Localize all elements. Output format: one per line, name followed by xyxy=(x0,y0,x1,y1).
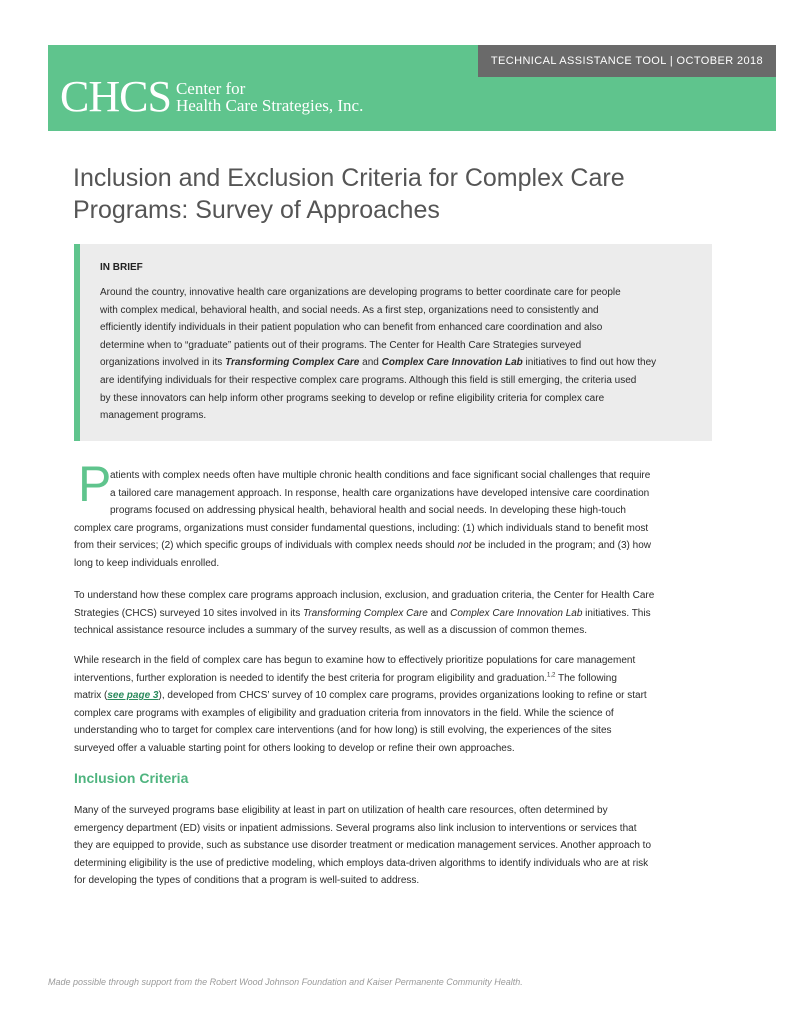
paragraph-line: for developing the types of conditions that a program is well-suited to address. xyxy=(74,875,420,886)
page-title xyxy=(73,162,713,226)
brief-line: with complex medical, behavioral health, and social needs. As a first step, organizations need to consistently and xyxy=(100,304,599,316)
text-run: interventions, further exploration is needed to identify the best criteria for program eligibility and graduation. xyxy=(74,672,548,684)
page-title-line-1: Inclusion and Exclusion Criteria for Complex Care xyxy=(73,164,625,192)
logo-name-line-2: Health Care Strategies, Inc. xyxy=(175,96,364,115)
paragraph-line xyxy=(74,605,706,623)
in-brief-heading: IN BRIEF xyxy=(100,262,143,273)
research-paragraph xyxy=(74,652,706,757)
text-run: Strategies (CHCS) surveyed 10 sites involved in its xyxy=(74,607,303,619)
paragraph-line: understanding who to target for complex care interventions (and for how long) is still evolving, the experiences of the sites xyxy=(74,725,612,736)
paragraph-line: complex care programs with examples of eligibility and graduation criteria from innovators in the field. While the science of xyxy=(74,707,614,719)
logo-name-line-1: Center for xyxy=(175,79,246,98)
section-heading-inclusion-criteria: Inclusion Criteria xyxy=(74,770,189,786)
paragraph-line xyxy=(74,670,706,688)
logo-mark: CHCS xyxy=(60,72,171,121)
paragraph-line: programs focused on addressing physical health, behavioral health and social needs. In developing these high-touch xyxy=(110,505,626,516)
survey-paragraph xyxy=(74,587,706,640)
brief-text-run: organizations involved in its xyxy=(100,357,226,369)
brief-line: efficiently identify individuals in their patient population who can benefit from enhanced care coordination and also xyxy=(100,322,603,334)
brief-line: are identifying individuals for their respective complex care programs. Although this field is still emerging, the criteria used xyxy=(100,374,637,386)
text-run: matrix ( xyxy=(74,690,108,701)
paragraph-line: atients with complex needs often have multiple chronic health conditions and face significant social challenges that require xyxy=(110,470,651,481)
brief-line: management programs. xyxy=(100,410,207,422)
initiative-name-transforming: Transforming Complex Care xyxy=(225,357,360,369)
paragraph-line: technical assistance resource includes a summary of the survey results, as well as a discussion of common themes. xyxy=(74,625,587,636)
emphasis-not: not xyxy=(457,540,472,551)
paragraph-line: they are equipped to provide, such as substance use disorder treatment or medication management services. Another approach to xyxy=(74,840,652,851)
in-brief-text xyxy=(100,284,698,425)
paragraph-line: a tailored care management approach. In response, health care organizations have developed intensive care coordination xyxy=(110,487,650,499)
logo-organization-name xyxy=(176,80,363,114)
text-run: The following xyxy=(555,672,617,684)
header-banner xyxy=(48,45,776,131)
paragraph-line: To understand how these complex care programs approach inclusion, exclusion, and graduation criteria, the Center for Health Care xyxy=(74,590,655,601)
brief-line: by these innovators can help inform other programs seeking to develop or refine eligibility criteria for complex care xyxy=(100,392,605,404)
brief-text-run: and xyxy=(359,357,382,369)
brief-line: determine when to “graduate” patients out of their programs. The Center for Health Care Strategies surveyed xyxy=(100,339,582,351)
text-run: from their services; (2) which specific groups of individuals with complex needs should xyxy=(74,540,458,551)
paragraph-line: complex care programs, organizations must consider fundamental questions, including: (1) which individuals stand to benefit most xyxy=(74,522,649,534)
paragraph-line: Many of the surveyed programs base eligibility at least in part on utilization of health care resources, often determined by xyxy=(74,805,608,816)
footnote-reference[interactable]: 1,2 xyxy=(547,672,556,679)
brief-line: Around the country, innovative health care organizations are developing programs to better coordinate care for people xyxy=(100,287,621,298)
initiative-name-innovation-lab: Complex Care Innovation Lab xyxy=(381,357,523,369)
text-run: initiatives. This xyxy=(582,607,651,619)
brief-text-run: initiatives to find out how they xyxy=(522,357,657,369)
text-run: be included in the program; and (3) how xyxy=(471,540,651,551)
paragraph-line xyxy=(74,537,706,555)
see-page-3-link[interactable]: see page 3 xyxy=(107,690,159,701)
paragraph-line: While research in the field of complex care has begun to examine how to effectively prioritize populations for care management xyxy=(74,655,636,666)
paragraph-line xyxy=(74,687,706,705)
initiative-name-innovation-lab: Complex Care Innovation Lab xyxy=(450,607,583,619)
paragraph-line: surveyed offer a valuable starting point for others looking to develop or refine their own approaches. xyxy=(74,742,515,754)
paragraph-line: emergency department (ED) visits or inpatient admissions. Several programs also link inclusion to interventions or services that xyxy=(74,822,637,834)
text-run: ), developed from CHCS’ survey of 10 complex care programs, provides organizations looking to refine or start xyxy=(158,690,647,701)
text-run: and xyxy=(427,607,451,619)
funding-footer: Made possible through support from the Robert Wood Johnson Foundation and Kaiser Permanente Community Health. xyxy=(48,977,523,987)
document-type-tag: TECHNICAL ASSISTANCE TOOL | OCTOBER 2018 xyxy=(478,45,776,77)
paragraph-line: determining eligibility is the use of predictive modeling, which employs data-driven algorithms to identify individuals who are at risk xyxy=(74,857,649,869)
inclusion-criteria-paragraph xyxy=(74,802,706,890)
drop-cap: P xyxy=(78,456,112,512)
intro-paragraph xyxy=(74,467,706,572)
chcs-logo xyxy=(60,72,364,121)
initiative-name-transforming: Transforming Complex Care xyxy=(302,607,428,619)
paragraph-line: long to keep individuals enrolled. xyxy=(74,557,220,569)
in-brief-box xyxy=(74,244,712,441)
brief-line xyxy=(100,354,698,372)
page-title-line-2: Programs: Survey of Approaches xyxy=(73,196,440,224)
